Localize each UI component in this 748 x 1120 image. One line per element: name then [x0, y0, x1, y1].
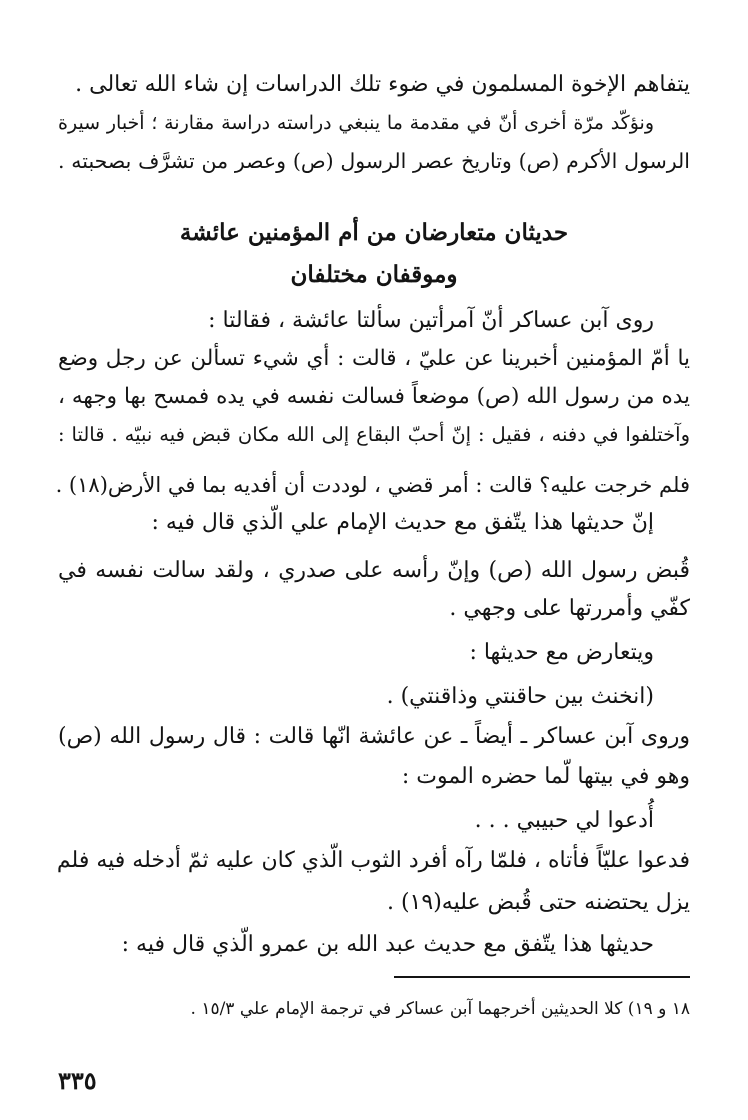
- body-line: كفّي وأمررتها على وجهي .: [449, 596, 690, 621]
- body-line: قُبض رسول الله (ص) وإنّ رأسه على صدري ، ولقد سالت نفسه في: [58, 558, 690, 583]
- footnote-divider: [394, 976, 690, 978]
- body-line: وآختلفوا في دفنه ، فقيل : إنّ أحبّ البقاع إلى الله مكان قبض فيه نبيّه . قالتا :: [58, 423, 690, 446]
- footnote: ١٨ و ١٩) كلا الحديثين أخرجهما آبن عساكر في ترجمة الإمام علي ١٥/٣ .: [190, 999, 690, 1019]
- body-line: يزل يحتضنه حتى قُبض عليه(١٩) .: [386, 890, 690, 915]
- body-line: روى آبن عساكر أنّ آمرأتين سألتا عائشة ، فقالتا :: [208, 308, 654, 333]
- body-line: يا أمّ المؤمنين أخبرينا عن عليّ ، قالت : أي شيء تسألن عن رجل وضع: [58, 346, 690, 371]
- body-line: ويتعارض مع حديثها :: [469, 640, 654, 665]
- paragraph-line: ونؤكّد مرّة أخرى أنّ في مقدمة ما ينبغي دراسته دراسة مقارنة ؛ أخبار سيرة: [58, 112, 654, 134]
- page-number: ٣٣٥: [58, 1066, 97, 1095]
- body-line: (انخنث بين حاقنتي وذاقنتي) .: [386, 684, 654, 709]
- body-line: وروى آبن عساكر ـ أيضاً ـ عن عائشة انّها قالت : قال رسول الله (ص): [58, 724, 690, 749]
- body-line: وهو في بيتها لّما حضره الموت :: [401, 764, 690, 789]
- body-line: يده من رسول الله (ص) موضعاً فسالت نفسه في يده فمسح بها وجهه ،: [58, 384, 690, 409]
- section-heading: وموقفان مختلفان: [290, 261, 458, 288]
- body-line: أُدعوا لي حبيبي . . .: [474, 808, 654, 833]
- body-line: إنّ حديثها هذا يتّفق مع حديث الإمام علي الّذي قال فيه :: [151, 510, 654, 535]
- paragraph-line: الرسول الأكرم (ص) وتاريخ عصر الرسول (ص) وعصر من تشرَّف بصحبته .: [58, 149, 690, 173]
- body-line: فلم خرجت عليه؟ قالت : أمر قضي ، لوددت أن أفديه بما في الأرض(١٨) .: [55, 473, 690, 497]
- body-line: فدعوا عليّاً فأتاه ، فلمّا رآه أفرد الثوب الّذي كان عليه ثمّ أدخله فيه فلم: [56, 848, 690, 873]
- section-heading: حديثان متعارضان من أم المؤمنين عائشة: [179, 219, 569, 246]
- paragraph-line: يتفاهم الإخوة المسلمون في ضوء تلك الدراسات إن شاء الله تعالى .: [75, 72, 690, 97]
- body-line: حديثها هذا يتّفق مع حديث عبد الله بن عمرو الّذي قال فيه :: [121, 932, 654, 957]
